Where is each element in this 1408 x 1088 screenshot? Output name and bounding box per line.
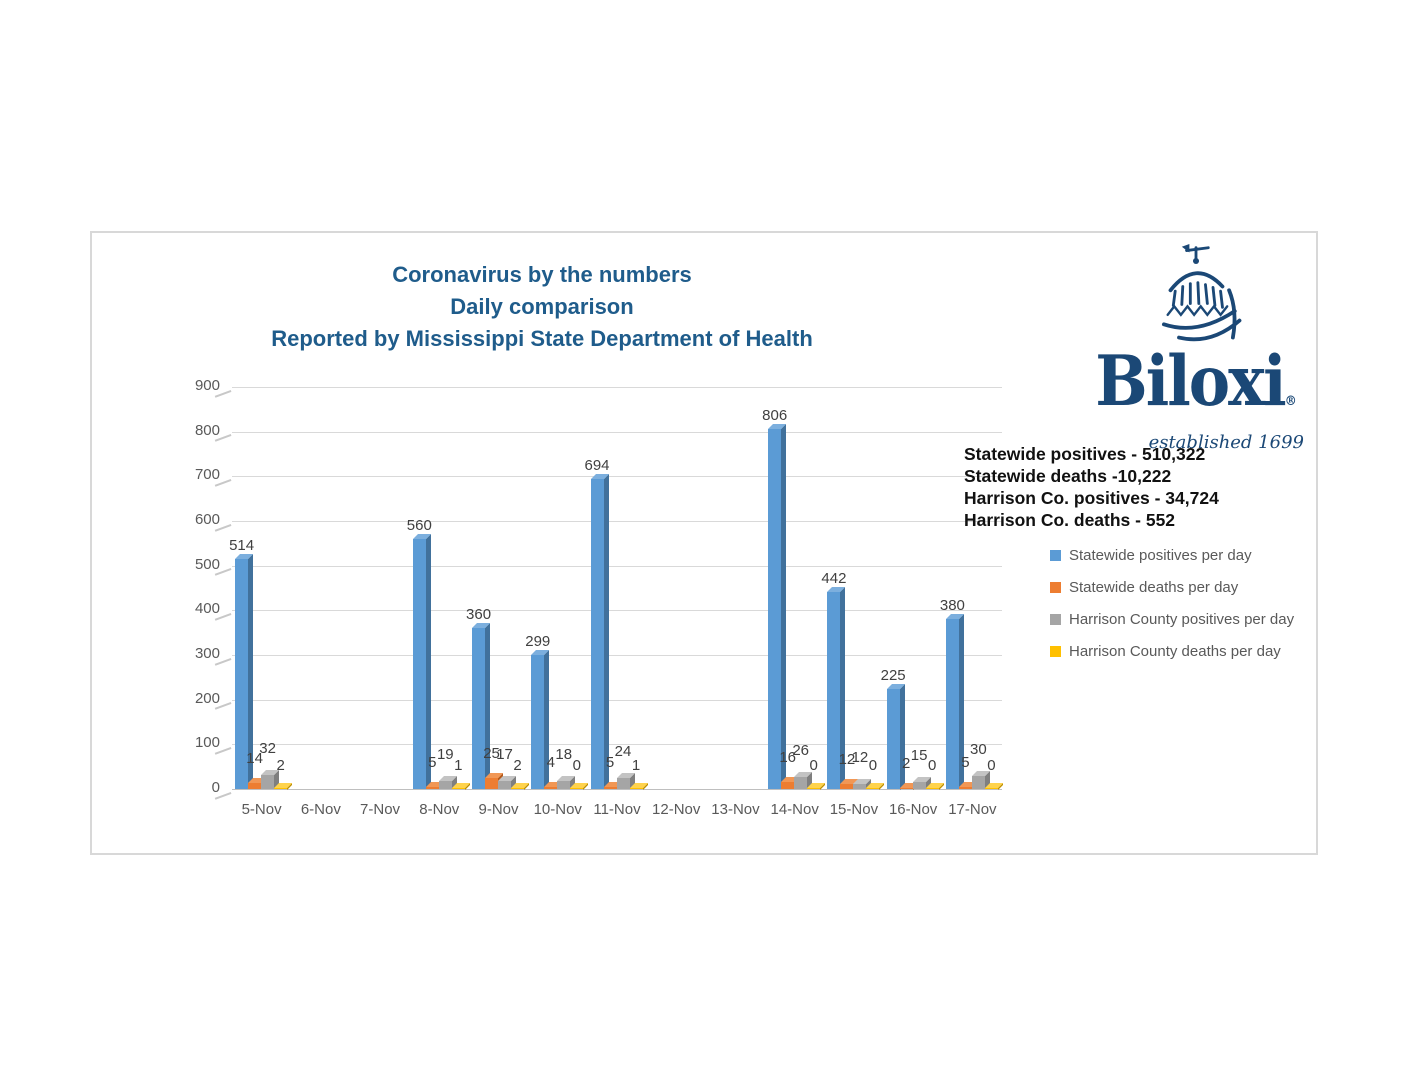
bar-value-label: 0 xyxy=(987,756,996,774)
x-axis-label: 15-Nov xyxy=(829,801,879,818)
bar-value-label: 2 xyxy=(513,756,522,774)
bar-harrison-county-deaths-per-day xyxy=(452,788,465,790)
x-axis-label: 12-Nov xyxy=(652,801,701,818)
gridline xyxy=(232,566,1002,567)
bar-harrison-county-positives-per-day xyxy=(913,782,926,789)
x-axis-label: 5-Nov xyxy=(241,801,282,818)
bar-harrison-county-deaths-per-day xyxy=(807,788,820,790)
legend-item xyxy=(1050,539,1294,571)
legend-item xyxy=(1050,635,1294,667)
x-axis-label: 8-Nov xyxy=(419,801,460,818)
bar-value-label: 30 xyxy=(970,740,987,758)
stat-line: Statewide deaths -10,222 xyxy=(964,466,1172,486)
bar-harrison-county-positives-per-day xyxy=(972,776,985,789)
bar-harrison-county-positives-per-day xyxy=(617,778,630,789)
bar-value-label: 299 xyxy=(525,633,551,651)
y-axis-label: 800 xyxy=(194,421,220,439)
bar-value-label: 514 xyxy=(229,537,255,555)
bar-value-label: 380 xyxy=(939,597,965,615)
x-axis-label: 16-Nov xyxy=(888,801,938,818)
bar-harrison-county-deaths-per-day xyxy=(511,788,524,790)
x-axis-label: 10-Nov xyxy=(533,801,582,818)
stat-line: Harrison Co. positives - 34,724 xyxy=(964,488,1219,508)
y-axis-label: 300 xyxy=(194,645,220,662)
gridline xyxy=(232,432,1002,433)
gridline xyxy=(232,655,1002,656)
bar-harrison-county-positives-per-day xyxy=(794,777,807,789)
bar-statewide-positives-per-day-side xyxy=(485,623,490,789)
x-axis-label: 6-Nov xyxy=(300,801,341,818)
bar-harrison-county-deaths-per-day xyxy=(926,788,939,790)
bar-value-label: 5 xyxy=(605,753,615,771)
bar-value-label: 360 xyxy=(466,606,492,624)
legend-swatch-icon xyxy=(1050,614,1061,625)
bar-statewide-deaths-per-day xyxy=(604,787,617,789)
chart-title-line3: Reported by Mississippi State Department of Health xyxy=(271,326,813,351)
bar-harrison-county-positives-per-day xyxy=(853,784,866,789)
bar-harrison-county-deaths-per-day xyxy=(570,788,583,790)
bar-value-label: 18 xyxy=(555,745,573,763)
bar-statewide-deaths-per-day xyxy=(781,782,794,789)
bar-value-label: 0 xyxy=(572,756,581,774)
bar-statewide-deaths-per-day xyxy=(485,778,498,789)
stat-line: Harrison Co. deaths - 552 xyxy=(964,510,1176,530)
bar-harrison-county-deaths-per-day xyxy=(985,788,998,790)
chart-title-line1: Coronavirus by the numbers xyxy=(392,262,692,287)
gridline xyxy=(232,610,1002,611)
bar-value-label: 0 xyxy=(927,756,937,774)
legend-item-label: Harrison County positives per day xyxy=(1069,610,1295,628)
bar-statewide-deaths-per-day xyxy=(544,787,557,789)
x-axis-label: 14-Nov xyxy=(770,801,819,818)
bar-harrison-county-positives-per-day xyxy=(439,781,452,789)
chart-title-line2: Daily comparison xyxy=(450,294,634,319)
legend-swatch-icon xyxy=(1050,550,1061,561)
logo-tagline: established 1699 xyxy=(1148,432,1304,453)
gridline xyxy=(232,476,1002,477)
bar-value-label: 26 xyxy=(792,742,810,760)
bar-value-label: 16 xyxy=(779,748,797,766)
x-axis-label: 13-Nov xyxy=(711,801,760,818)
bar-value-label: 560 xyxy=(406,516,432,534)
y-axis-label: 500 xyxy=(194,555,220,573)
bar-value-label: 25 xyxy=(483,744,500,762)
bar-statewide-deaths-per-day xyxy=(426,787,439,789)
legend-item-label: Harrison County deaths per day xyxy=(1069,642,1281,660)
y-axis-label: 400 xyxy=(194,600,220,618)
legend-swatch-icon xyxy=(1050,646,1061,657)
y-axis-label: 200 xyxy=(194,689,220,707)
bar-statewide-deaths-per-day xyxy=(959,787,972,789)
bar-statewide-deaths-per-day xyxy=(900,788,913,790)
x-axis-label: 9-Nov xyxy=(478,801,519,818)
y-axis-label: 0 xyxy=(211,779,220,796)
legend-item xyxy=(1050,603,1294,635)
stat-line: Statewide positives - 510,322 xyxy=(964,444,1206,464)
bar-value-label: 2 xyxy=(276,756,285,774)
bar-value-label: 1 xyxy=(454,756,463,774)
gridline xyxy=(232,387,1002,388)
y-axis-label: 900 xyxy=(194,377,220,394)
bar-statewide-positives-per-day xyxy=(887,689,900,790)
legend-swatch-icon xyxy=(1050,582,1061,593)
bar-value-label: 2 xyxy=(901,754,911,772)
stats-block xyxy=(964,443,1304,531)
y-axis-label: 700 xyxy=(194,466,220,484)
bar-statewide-positives-per-day-side xyxy=(781,424,786,789)
bar-value-label: 17 xyxy=(496,746,513,764)
y-axis-label: 600 xyxy=(194,511,220,528)
bar-harrison-county-deaths-per-day xyxy=(630,788,643,790)
bar-value-label: 4 xyxy=(546,754,555,772)
legend-item xyxy=(1050,571,1294,603)
bar-statewide-positives-per-day-side xyxy=(900,684,905,790)
legend-item-label: Statewide deaths per day xyxy=(1069,578,1239,596)
bar-value-label: 14 xyxy=(246,749,263,767)
chart-panel xyxy=(90,231,1318,855)
bar-value-label: 5 xyxy=(428,753,437,771)
bar-statewide-deaths-per-day xyxy=(840,784,853,789)
bar-value-label: 24 xyxy=(614,743,632,761)
bar-value-label: 806 xyxy=(762,406,788,424)
x-axis-label: 7-Nov xyxy=(360,801,401,818)
bar-harrison-county-deaths-per-day xyxy=(274,788,287,790)
bar-harrison-county-deaths-per-day xyxy=(866,788,879,790)
bar-value-label: 12 xyxy=(838,750,856,768)
bar-harrison-county-positives-per-day xyxy=(261,775,274,789)
bar-statewide-positives-per-day xyxy=(472,628,485,789)
chart-legend xyxy=(1050,539,1294,667)
registered-trademark-symbol: ® xyxy=(1284,392,1297,409)
legend-item-label: Statewide positives per day xyxy=(1069,546,1252,564)
bar-value-label: 15 xyxy=(910,747,928,765)
bar-value-label: 442 xyxy=(821,569,847,587)
bar-value-label: 694 xyxy=(584,457,610,474)
bar-harrison-county-positives-per-day xyxy=(498,781,511,789)
bar-value-label: 1 xyxy=(631,756,641,774)
bar-statewide-positives-per-day xyxy=(768,429,781,789)
bar-value-label: 0 xyxy=(809,756,818,774)
bar-value-label: 32 xyxy=(259,739,276,757)
y-axis-label: 100 xyxy=(194,734,220,752)
bar-value-label: 5 xyxy=(961,753,970,771)
bar-value-label: 19 xyxy=(436,745,454,763)
bar-statewide-deaths-per-day xyxy=(248,783,261,789)
bar-value-label: 0 xyxy=(868,756,878,774)
x-axis-label: 17-Nov xyxy=(948,801,997,818)
bar-value-label: 225 xyxy=(880,666,906,684)
bar-value-label: 12 xyxy=(851,748,869,766)
x-axis-label: 11-Nov xyxy=(593,801,641,818)
logo-wordmark: Biloxi® xyxy=(1095,340,1297,423)
bar-statewide-positives-per-day-side xyxy=(604,474,609,789)
gridline xyxy=(232,521,1002,522)
